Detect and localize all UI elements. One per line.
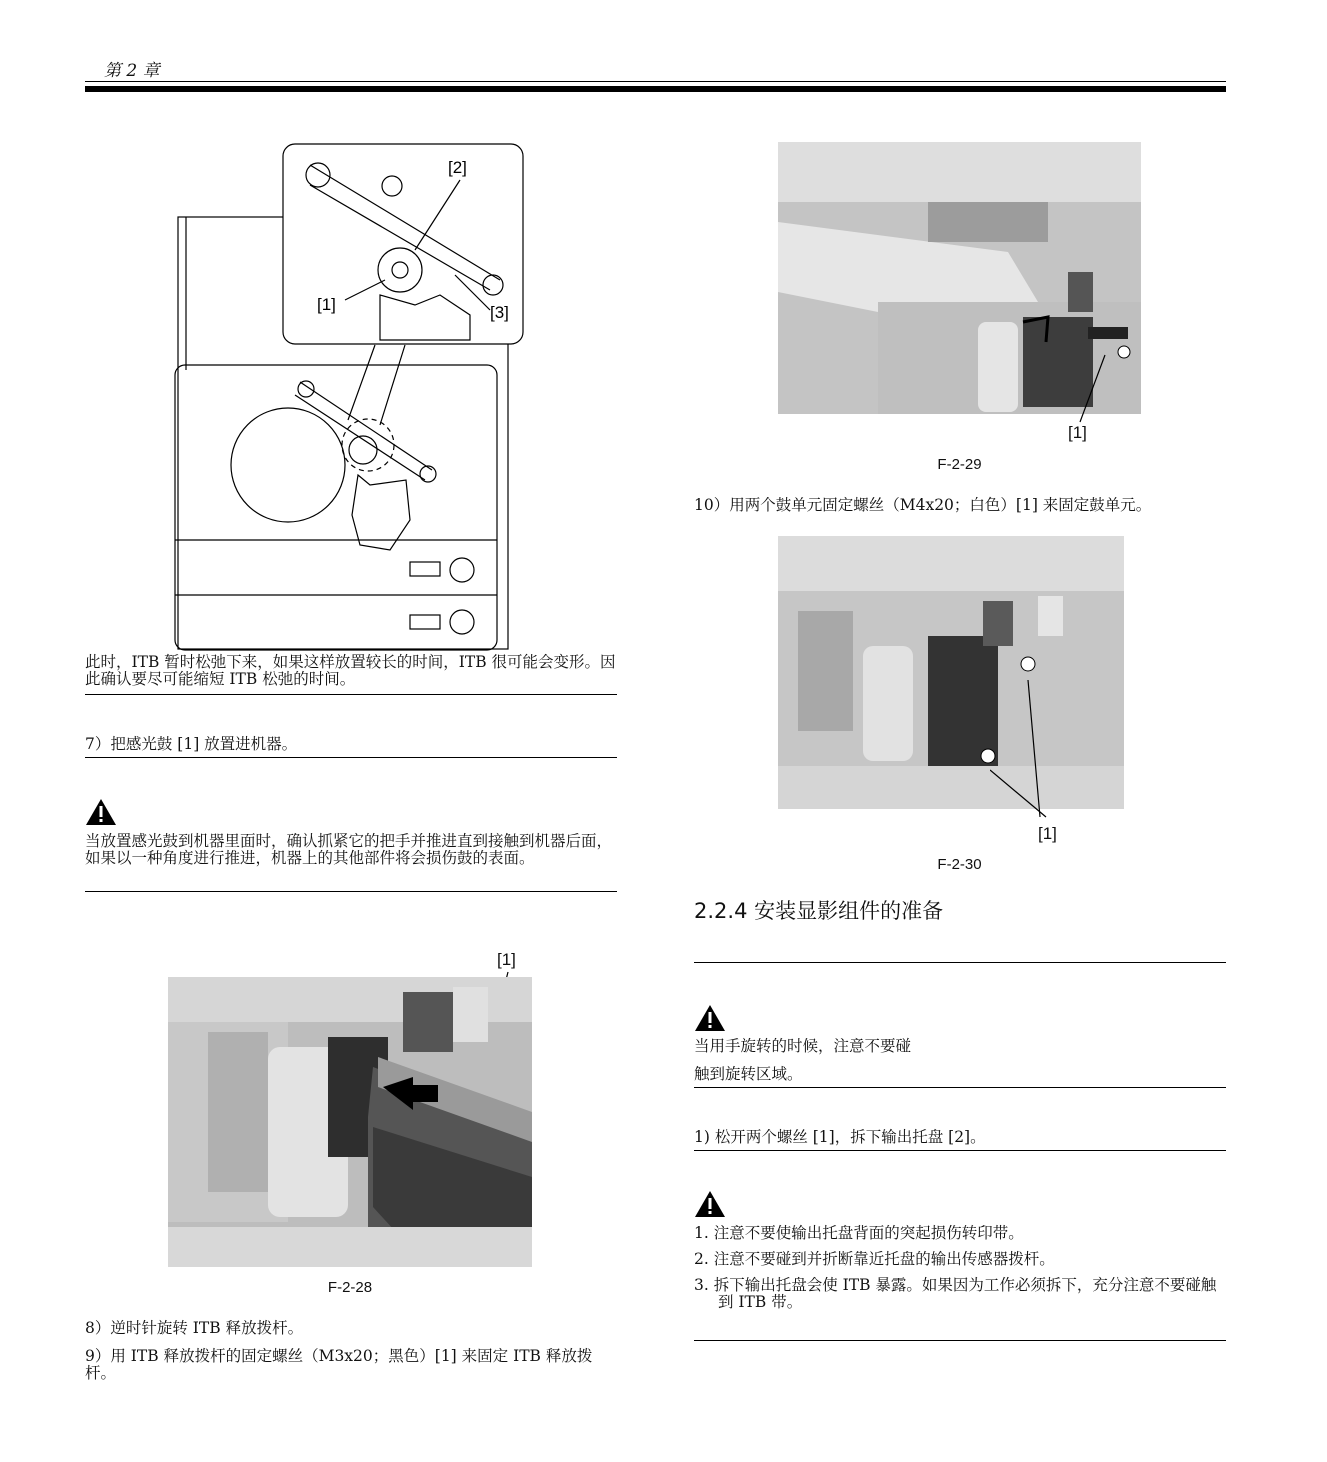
fig-caption-f2-30: F-2-30 <box>937 856 982 873</box>
divider <box>694 1340 1226 1341</box>
fig-caption-f2-28: F-2-28 <box>327 1279 373 1296</box>
section-title: 2.2.4 安装显影组件的准备 <box>694 899 944 923</box>
divider <box>85 694 617 695</box>
note-item: 1. 注意不要使输出托盘背面的突起损伤转印带。 <box>694 1224 1024 1242</box>
divider <box>694 962 1226 963</box>
divider <box>694 1087 1226 1088</box>
header-rule-thin <box>85 81 1226 82</box>
photo30-callout: [1] <box>1038 824 1057 843</box>
photo30-leader-lines <box>990 660 1080 825</box>
divider <box>694 1150 1226 1151</box>
divider <box>85 757 617 758</box>
photo29-callout: [1] <box>1068 423 1087 442</box>
caution-rotation-line1: 当用手旋转的时候，注意不要碰 <box>694 1037 912 1055</box>
divider <box>85 891 617 892</box>
caution-rotation-line2: 触到旋转区域。 <box>694 1065 803 1083</box>
chapter-header: 第 2 章 <box>104 61 160 81</box>
step-1: 1) 松开两个螺丝 [1]，拆下输出托盘 [2]。 <box>694 1128 986 1146</box>
warning-icon <box>85 798 117 830</box>
diagram-callout-2: [2] <box>448 158 467 177</box>
note-item: 3. 拆下输出托盘会使 ITB 暴露。如果因为工作必须拆下，充分注意不要碰触到 ITB 带。 <box>694 1276 1217 1311</box>
tray-notes-list <box>694 1225 1226 1320</box>
note-item: 2. 注意不要碰到并折断靠近托盘的输出传感器拨杆。 <box>694 1250 1055 1268</box>
step-7: 7）把感光鼓 [1] 放置进机器。 <box>85 735 298 753</box>
fig-caption-f2-29: F-2-29 <box>937 456 982 473</box>
step-10: 10）用两个鼓单元固定螺丝（M4x20；白色）[1] 来固定鼓单元。 <box>694 496 1152 514</box>
header-rule-thick <box>85 86 1226 92</box>
step-9: 9）用 ITB 释放拨杆的固定螺丝（M3x20；黑色）[1] 来固定 ITB 释放拨杆。 <box>85 1347 593 1382</box>
photo29-leader-line <box>1060 350 1120 430</box>
step-8: 8）逆时针旋转 ITB 释放拨杆。 <box>85 1319 304 1337</box>
photo28-callout: [1] <box>497 950 516 969</box>
caution-drum-insert: 当放置感光鼓到机器里面时，确认抓紧它的把手并推进直到接触到机器后面，如果以一种角度进行推进，机器上的其他部件将会损伤鼓的表面。 <box>85 832 613 867</box>
diagram-callout-1: [1] <box>317 295 336 314</box>
diagram-callout-3: [3] <box>490 303 509 322</box>
photo-f2-28 <box>168 977 532 1267</box>
itb-slack-note: 此时，ITB 暂时松弛下来，如果这样放置较长的时间，ITB 很可能会变形。因此确认要尽可能缩短 ITB 松弛的时间。 <box>85 653 616 688</box>
warning-icon <box>694 1190 726 1222</box>
itb-diagram <box>170 140 530 652</box>
warning-icon <box>694 1004 726 1036</box>
